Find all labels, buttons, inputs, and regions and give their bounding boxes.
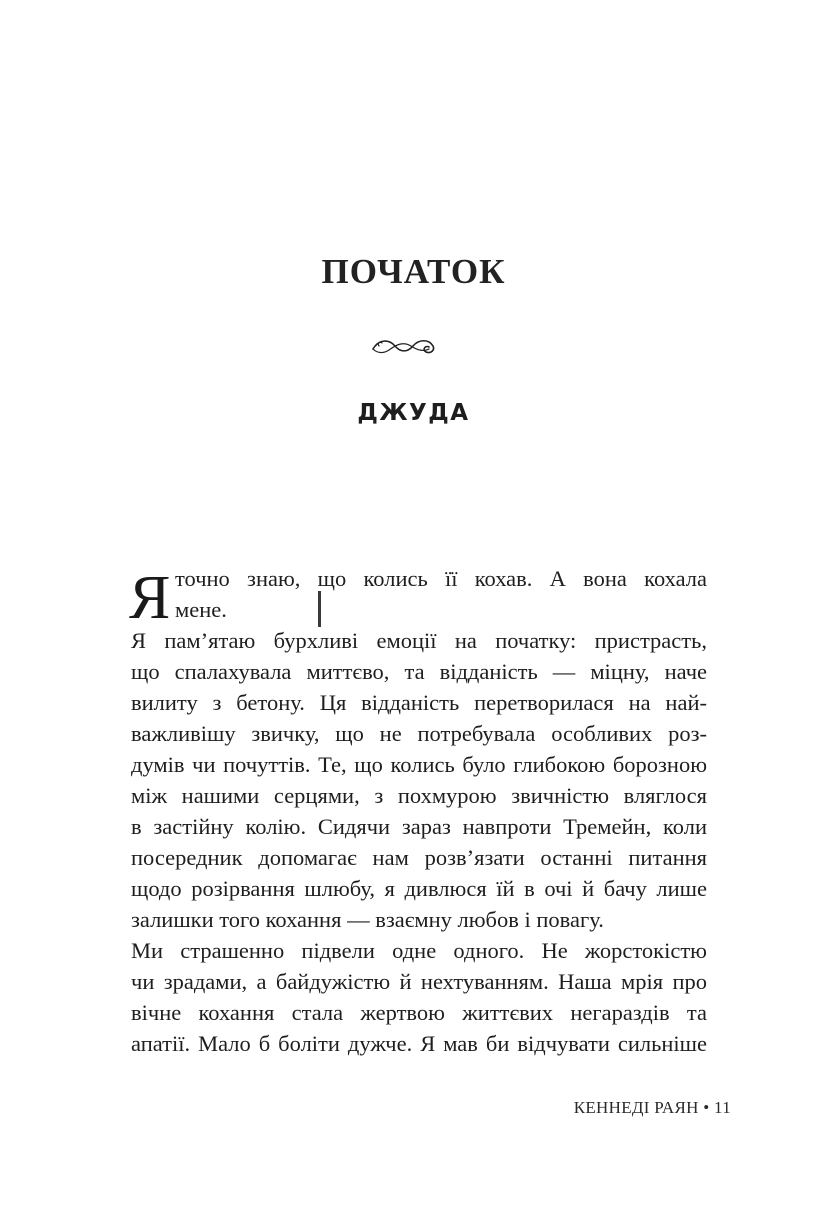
text-line: апатії. Мало б боліти дужче. Я мав би відчувати сильніше	[131, 1031, 707, 1056]
text-line: чи зрадами, а байдужістю й нехтуванням. Наша мрія про	[131, 969, 707, 994]
chapter-body	[131, 563, 707, 1059]
text-line: в застійну колію. Сидячи зараз навпроти Тремейн, коли	[131, 814, 707, 839]
paragraph-2	[131, 625, 707, 935]
text-line: що спалахувала миттєво, та відданість — міцну, наче	[131, 659, 707, 684]
text-line: вічне кохання стала жертвою життєвих негараздів та	[131, 1000, 707, 1025]
paragraph-1	[131, 563, 707, 625]
text-line: залишки того кохання — взаємну любов і повагу.	[131, 907, 604, 932]
chapter-title: ПОЧАТОК	[321, 252, 506, 291]
text-line: між нашими серцями, з похмурою звичністю вляглося	[131, 783, 707, 808]
text-line: важливішу звичку, що не потребувала особливих роз-	[131, 721, 707, 746]
flourish-ornament-icon	[369, 333, 437, 359]
narrator-heading: ДЖУДА	[357, 400, 470, 426]
drop-cap: Я	[129, 564, 171, 632]
text-line: Ми страшенно підвели одне одного. Не жорстокістю	[131, 938, 707, 963]
text-line: мене.	[175, 597, 227, 622]
text-line: думів чи почуттів. Те, що колись було глибокою борозною	[131, 752, 707, 777]
text-cursor	[318, 591, 321, 627]
paragraph-3	[131, 935, 707, 1059]
text-line: точно знаю, що колись її кохав. А вона кохала	[175, 566, 707, 591]
text-line: Я пам’ятаю бурхливі емоції на початку: пристрасть,	[131, 628, 707, 653]
text-line: посередник допомагає нам розв’язати останні питання	[131, 845, 707, 870]
running-footer: КЕННЕДІ РАЯН • 11	[573, 1098, 731, 1117]
text-line: вилиту з бетону. Ця відданість перетворилася на най-	[131, 690, 707, 715]
text-line: щодо розірвання шлюбу, я дивлюся їй в очі й бачу лише	[131, 876, 707, 901]
